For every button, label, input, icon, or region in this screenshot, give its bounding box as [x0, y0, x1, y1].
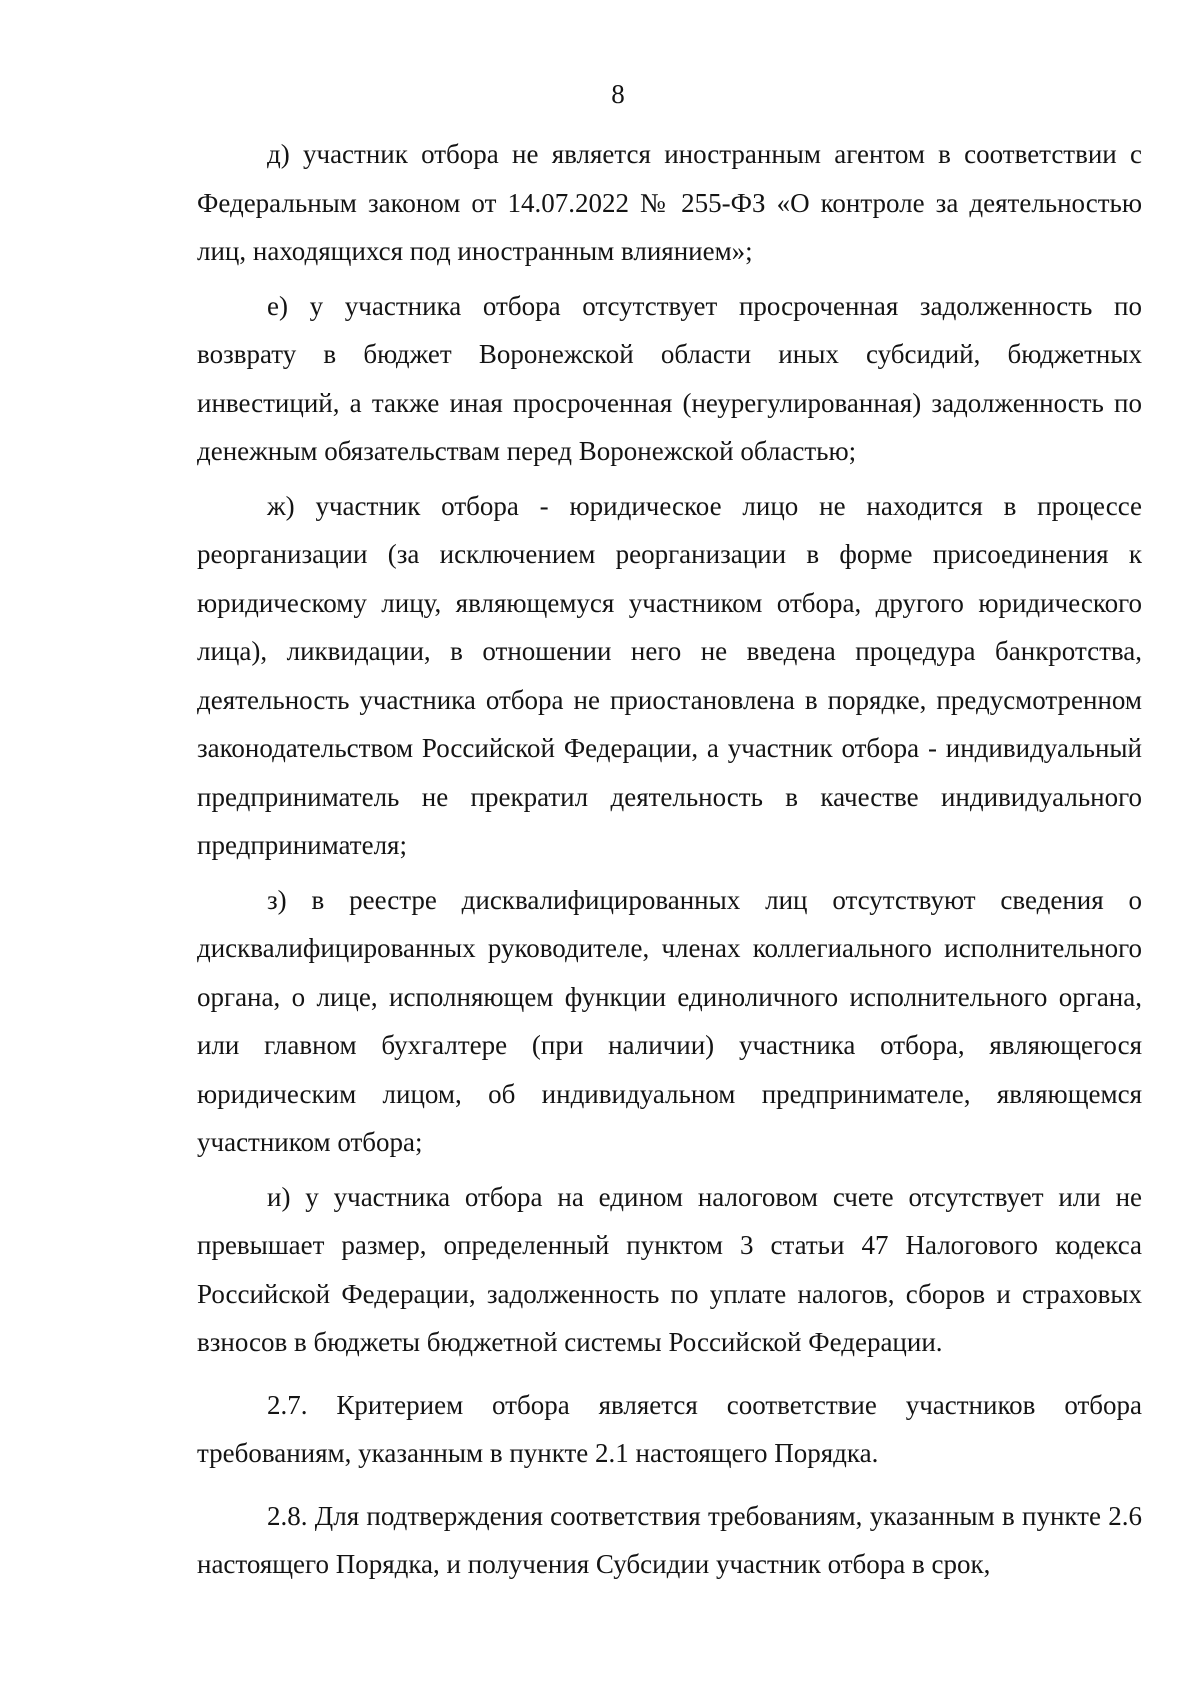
- paragraph-2-8-confirmation: 2.8. Для подтверждения соответствия требованиям, указанным в пункте 2.6 настоящего Порядка, и получения Субсидии участник отбора в срок,: [197, 1500, 1142, 1579]
- paragraph-i-tax-account: и) у участника отбора на едином налоговом счете отсутствует или не превышает размер, определенный пунктом 3 статьи 47 Налогового кодекса Российской Федерации, задолженность по уплате налогов, сборов и страховых взносов в бюджеты бюджетной системы Российской Федерации.: [197, 1181, 1142, 1357]
- document-body: [197, 130, 1142, 1589]
- paragraph-e-overdue-debt: е) у участника отбора отсутствует просроченная задолженность по возврату в бюджет Воронежской области иных субсидий, бюджетных инвестиций, а также иная просроченная (неурегулированная) задолженность по денежным обязательствам перед Воронежской областью;: [197, 290, 1142, 466]
- paragraph-zh-reorganization: ж) участник отбора - юридическое лицо не находится в процессе реорганизации (за исключением реорганизации в форме присоединения к юридическому лицу, являющемуся участником отбора, другого юридического лица), ликвидации, в отношении него не введена процедура банкротства, деятельность участника отбора не приостановлена в порядке, предусмотренном законодательством Российской Федерации, а участник отбора - индивидуальный предприниматель не прекратил деятельность в качестве индивидуального предпринимателя;: [197, 490, 1142, 860]
- page-number: 8: [611, 79, 625, 109]
- paragraph-z-disqualified-persons: з) в реестре дисквалифицированных лиц отсутствуют сведения о дисквалифицированных руководителе, членах коллегиального исполнительного органа, о лице, исполняющем функции единоличного исполнительного органа, или главном бухгалтере (при наличии) участника отбора, являющегося юридическим лицом, об индивидуальном предпринимателе, являющемся участником отбора;: [197, 884, 1142, 1157]
- paragraph-d-foreign-agent: д) участник отбора не является иностранным агентом в соответствии с Федеральным законом от 14.07.2022 № 255-ФЗ «О контроле за деятельностью лиц, находящихся под иностранным влиянием»;: [197, 139, 1142, 266]
- paragraph-2-7-selection-criterion: 2.7. Критерием отбора является соответствие участников отбора требованиям, указанным в пункте 2.1 настоящего Порядка.: [197, 1389, 1142, 1468]
